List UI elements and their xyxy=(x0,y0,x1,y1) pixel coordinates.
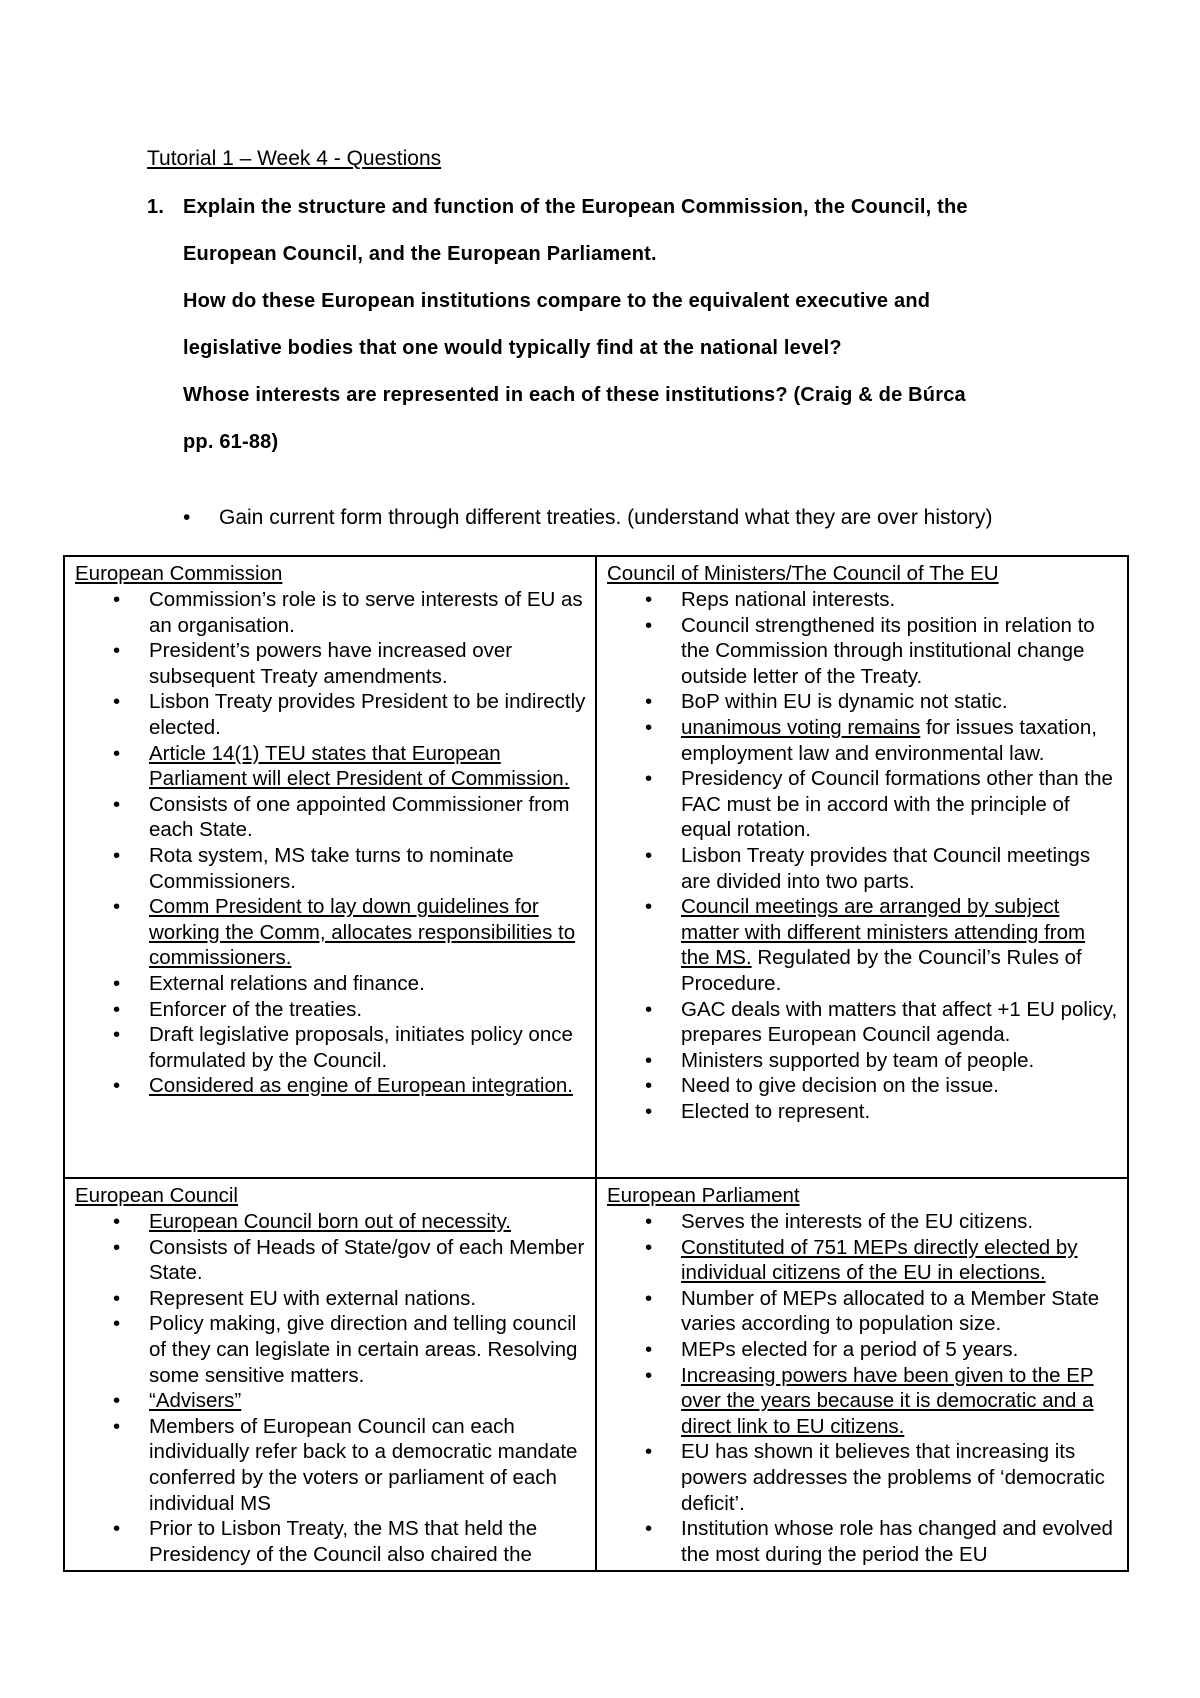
bullet-point xyxy=(607,1073,1119,1099)
bullet-text: Lisbon Treaty provides that Council meetings are divided into two parts. xyxy=(681,843,1091,893)
bullet-point xyxy=(75,997,587,1023)
points-list xyxy=(75,1209,587,1567)
bullet-text: MEPs elected for a period of 5 years. xyxy=(681,1337,1019,1361)
bullet-text: Reps national interests. xyxy=(681,588,896,611)
bullet-point xyxy=(75,1414,587,1516)
cell-title: European Commission xyxy=(75,562,283,585)
cell-title: European Council xyxy=(75,1184,238,1207)
bullet-text: EU has shown it believes that increasing its powers addresses the problems of ‘democratic deficit’. xyxy=(681,1440,1105,1515)
bullet-text: Institution whose role has changed and evolved the most during the period the EU xyxy=(681,1517,1113,1566)
cell-european-commission xyxy=(64,556,596,1178)
points-list xyxy=(75,587,587,1099)
bullet-point xyxy=(607,1209,1119,1235)
underlined-text: European Council born out of necessity. xyxy=(149,1210,512,1233)
bullet-point xyxy=(75,894,587,971)
question-line: How do these European institutions compare to the equivalent executive and xyxy=(183,290,931,312)
bullet-text: Prior to Lisbon Treaty, the MS that held the Presidency of the Council also chaired the xyxy=(149,1517,538,1566)
bullet-point xyxy=(75,1235,587,1286)
bullet-text: Commission’s role is to serve interests of EU as an organisation. xyxy=(149,588,583,637)
question-line: pp. 61-88) xyxy=(183,431,279,453)
bullet-point xyxy=(607,894,1119,996)
bullet-text: President’s powers have increased over subsequent Treaty amendments. xyxy=(149,639,513,688)
bullet-text: Regulated by the Council’s Rules of Procedure. xyxy=(681,946,1082,995)
bullet-point xyxy=(75,1311,587,1388)
bullet-point xyxy=(75,843,587,894)
underlined-text: Council meetings are arranged by subject matter with different ministers attending from the MS. xyxy=(681,895,1086,970)
underlined-text: Comm President to lay down guidelines for working the Comm, allocates responsibilities to commissioners. xyxy=(149,895,576,970)
bullet-text: Represent EU with external nations. xyxy=(149,1286,477,1310)
question-line: European Council, and the European Parliament. xyxy=(183,243,657,265)
notes-table xyxy=(63,555,1129,1572)
bullet-text: Consists of Heads of State/gov of each Member State. xyxy=(149,1235,585,1285)
bullet-text: Members of European Council can each individually refer back to a democratic mandate conferred by the voters or parliament of each individual MS xyxy=(149,1414,578,1515)
bullet-point xyxy=(607,689,1119,715)
question-line: Explain the structure and function of the European Commission, the Council, the xyxy=(183,196,968,218)
bullet-point xyxy=(607,715,1119,766)
question-line: legislative bodies that one would typically find at the national level? xyxy=(183,337,842,359)
bullet-text: Rota system, MS take turns to nominate Commissioners. xyxy=(149,843,514,893)
bullet-text: Presidency of Council formations other than the FAC must be in accord with the principle of equal rotation. xyxy=(681,767,1113,842)
bullet-text: External relations and finance. xyxy=(149,971,425,995)
bullet-text: Policy making, give direction and telling council of they can legislate in certain areas. Resolving some sensitive matters. xyxy=(149,1312,578,1387)
bullet-text: Enforcer of the treaties. xyxy=(149,997,363,1021)
points-list xyxy=(607,1209,1119,1567)
bullet-point xyxy=(607,1439,1119,1516)
document-heading: Tutorial 1 – Week 4 - Questions xyxy=(147,147,442,170)
bullet-text: Need to give decision on the issue. xyxy=(681,1074,999,1098)
bullet-text: BoP within EU is dynamic not static. xyxy=(681,690,1008,714)
bullet-point xyxy=(607,997,1119,1048)
underlined-text: Considered as engine of European integration. xyxy=(149,1074,573,1098)
bullet-point xyxy=(607,1363,1119,1440)
cell-title: European Parliament xyxy=(607,1184,800,1207)
underlined-text: Article 14(1) TEU states that European Parliament will elect President of Commission. xyxy=(149,741,570,791)
question-line: Whose interests are represented in each of these institutions? (Craig & de Búrca xyxy=(183,384,966,406)
bullet-point xyxy=(75,1209,587,1235)
bullet-point xyxy=(607,587,1119,613)
bullet-point xyxy=(607,1099,1119,1125)
bullet-point xyxy=(75,1073,587,1099)
bullet-point xyxy=(607,1235,1119,1286)
bullet-text: Lisbon Treaty provides President to be indirectly elected. xyxy=(149,690,586,739)
bullet-point xyxy=(75,689,587,740)
bullet-text: Consists of one appointed Commissioner from each State. xyxy=(149,792,570,842)
bullet-point xyxy=(607,843,1119,894)
bullet-point xyxy=(75,1388,587,1414)
underlined-text: “Advisers” xyxy=(149,1389,242,1413)
bullet-point xyxy=(75,792,587,843)
cell-council-of-ministers xyxy=(596,556,1128,1178)
bullet-point xyxy=(607,1286,1119,1337)
bullet-point xyxy=(607,1048,1119,1074)
underlined-text: Increasing powers have been given to the EP over the years because it is democratic and a direct link to EU citizens. xyxy=(681,1363,1094,1438)
bullet-point xyxy=(75,638,587,689)
bullet-text: Draft legislative proposals, initiates policy once formulated by the Council. xyxy=(149,1023,573,1072)
bullet-text: for issues taxation, employment law and environmental law. xyxy=(681,715,1097,765)
bullet-point xyxy=(75,1022,587,1073)
cell-title: Council of Ministers/The Council of The EU xyxy=(607,562,999,585)
bullet-point xyxy=(75,741,587,792)
bullet-text: Council strengthened its position in relation to the Commission through institutional change outside letter of the Treaty. xyxy=(681,613,1095,688)
bullet-point xyxy=(607,1516,1119,1567)
intro-bullet-text: Gain current form through different treaties. (understand what they are over history) xyxy=(219,506,993,529)
cell-european-parliament xyxy=(596,1178,1128,1571)
bullet-text: Serves the interests of the EU citizens. xyxy=(681,1210,1034,1233)
cell-european-council xyxy=(64,1178,596,1571)
bullet-point xyxy=(75,587,587,638)
bullet-point xyxy=(607,613,1119,690)
bullet-point xyxy=(75,1286,587,1312)
bullet-point xyxy=(607,766,1119,843)
intro-bullet xyxy=(183,506,993,530)
bullet-point xyxy=(75,1516,587,1567)
underlined-text: unanimous voting remains xyxy=(681,715,921,739)
points-list xyxy=(607,587,1119,1124)
question-number: 1. xyxy=(147,196,165,218)
bullet-text: GAC deals with matters that affect +1 EU policy, prepares European Council agenda. xyxy=(681,997,1118,1047)
bullet-text: Number of MEPs allocated to a Member State varies according to population size. xyxy=(681,1286,1100,1336)
bullet-point xyxy=(75,971,587,997)
bullet-text: Elected to represent. xyxy=(681,1099,871,1123)
underlined-text: Constituted of 751 MEPs directly elected by individual citizens of the EU in elections. xyxy=(681,1235,1078,1285)
bullet-text: Ministers supported by team of people. xyxy=(681,1048,1035,1072)
bullet-point xyxy=(607,1337,1119,1363)
bullet-icon: • xyxy=(183,506,191,529)
